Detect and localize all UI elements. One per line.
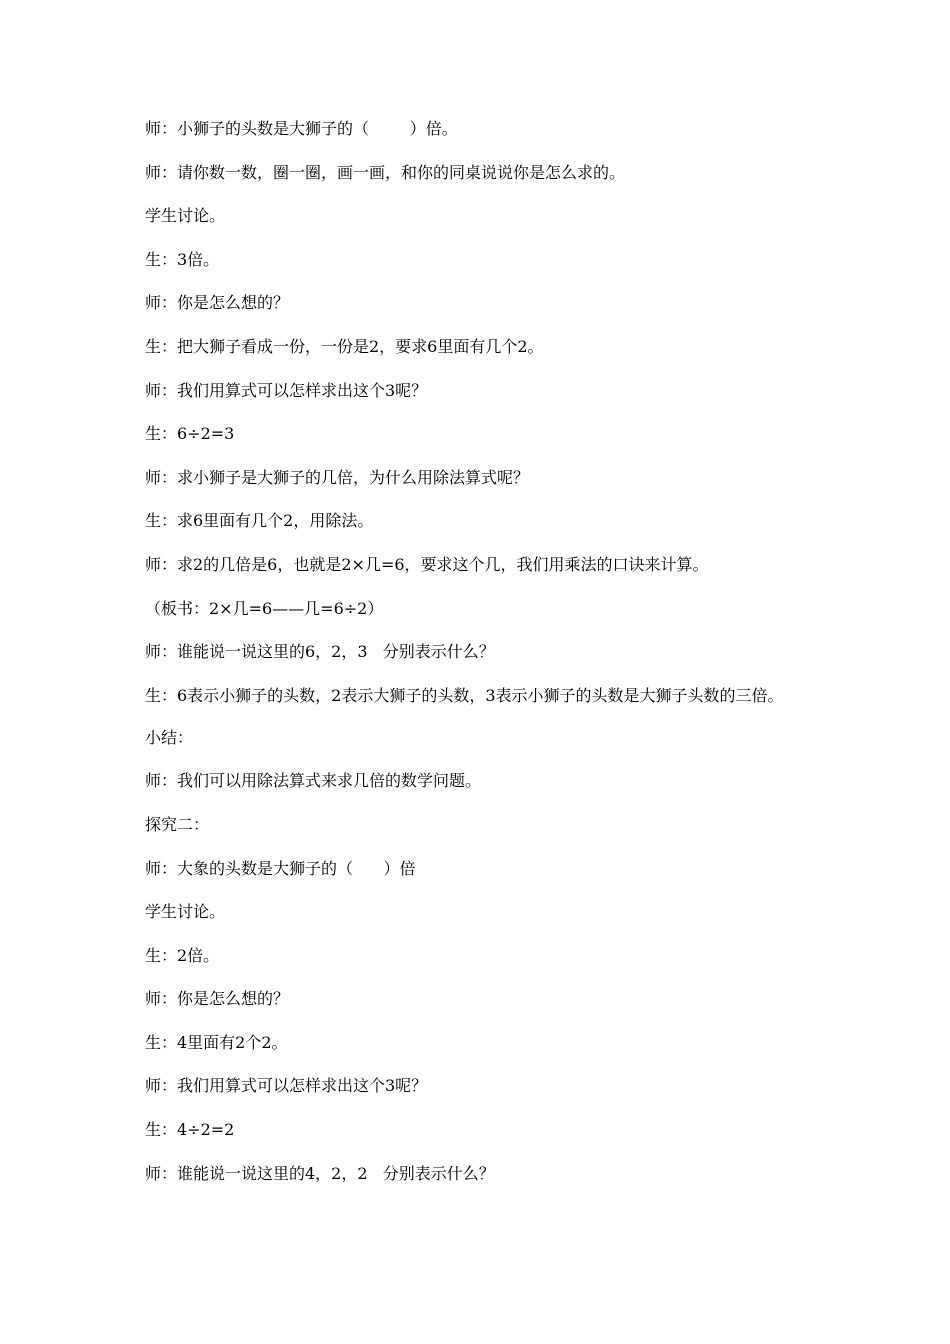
text-line: 生：4里面有2个2。 (145, 1032, 288, 1052)
text-line: 师：我们可以用除法算式来求几倍的数学问题。 (145, 771, 482, 791)
text-line: 师：求2的几倍是6，也就是2×几=6，要求这个几，我们用乘法的口诀来计算。 (145, 554, 709, 574)
text-line: 学生讨论。 (145, 902, 226, 922)
text-line: 学生讨论。 (145, 206, 226, 226)
text-line: 师：我们用算式可以怎样求出这个3呢？ (145, 380, 428, 400)
text-line: 师：你是怎么想的？ (145, 989, 290, 1009)
text-line: 小结： (145, 727, 194, 747)
text-line: 师：小狮子的头数是大狮子的（ ）倍。 (145, 119, 458, 138)
text-line: 生：把大狮子看成一份，一份是2，要求6里面有几个2。 (145, 336, 544, 356)
document-body (145, 118, 825, 1206)
text-line: 师：请你数一数，圈一圈，画一画，和你的同桌说说你是怎么求的。 (145, 162, 626, 182)
text-line: 师：谁能说一说这里的4，2，2 分别表示什么？ (145, 1163, 495, 1183)
text-line: 师：大象的头数是大狮子的（ ）倍 (145, 858, 416, 878)
text-line: 生：6÷2=3 (145, 424, 235, 444)
text-line: 生：3倍。 (145, 249, 220, 269)
text-line: 生：求6里面有几个2，用除法。 (145, 511, 374, 531)
text-line: 生：4÷2=2 (145, 1120, 235, 1140)
text-line: 师：谁能说一说这里的6，2，3 分别表示什么？ (145, 642, 495, 662)
text-line: 生：2倍。 (145, 945, 220, 965)
text-line: 探究二： (145, 814, 210, 834)
text-line: 生：6表示小狮子的头数，2表示大狮子的头数，3表示小狮子的头数是大狮子头数的三倍。 (145, 685, 784, 705)
text-line: （板书：2×几=6——几=6÷2） (145, 598, 384, 618)
text-line: 师：求小狮子是大狮子的几倍，为什么用除法算式呢？ (145, 467, 530, 487)
text-line: 师：我们用算式可以怎样求出这个3呢？ (145, 1076, 428, 1096)
text-line: 师：你是怎么想的？ (145, 293, 290, 313)
